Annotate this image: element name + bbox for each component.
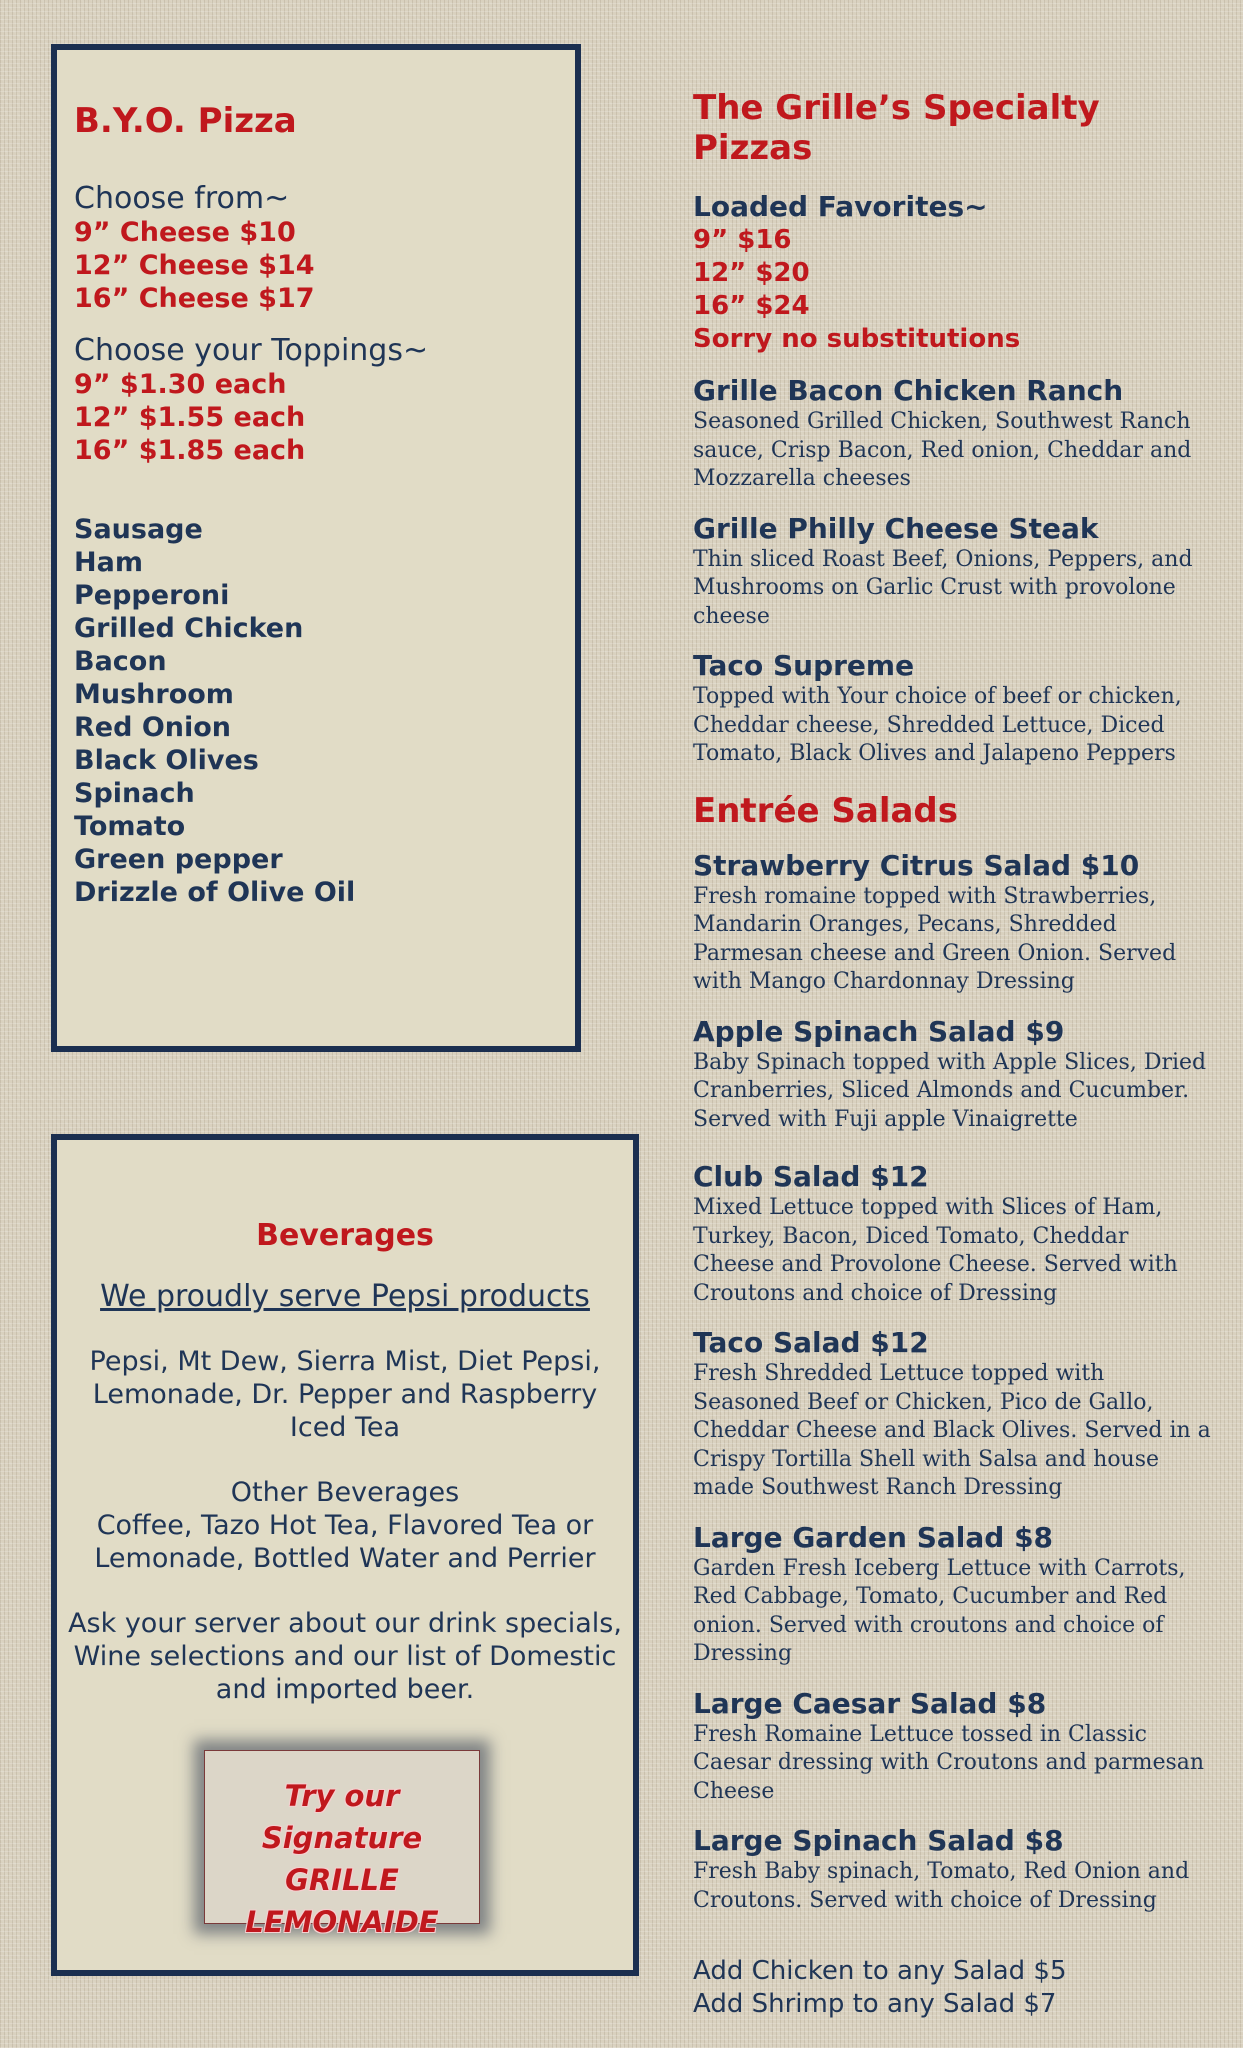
byo-title: B.Y.O. Pizza [74, 101, 297, 141]
beverages-title: Beverages [256, 1218, 434, 1253]
salad-description: Mixed Lettuce topped with Slices of Ham, Turkey, Bacon, Diced Tomato, Cheddar Cheese and Provolone Cheese. Served with Croutons and choice of Dressing [693, 1195, 1178, 1306]
salad-name: Club Salad $12 [693, 1160, 929, 1193]
beverages-content [67, 1280, 623, 1738]
topping-item: Bacon [74, 646, 167, 678]
signature-lemonade-promo [204, 1750, 480, 1939]
salad-description: Fresh Shredded Lettuce topped with Seasoned Beef or Chicken, Pico de Gallo, Cheddar Cheese and Black Olives. Served in a Crispy Tortilla Shell with Salsa and house made Southwest Ranch Dressing [693, 1361, 1211, 1500]
topping-item: Drizzle of Olive Oil [74, 877, 356, 909]
topping-item: Tomato [74, 811, 186, 843]
loaded-favorites-heading: Loaded Favorites~ [693, 190, 988, 223]
topping-item: Spinach [74, 778, 195, 810]
topping-item: Ham [74, 547, 143, 579]
salad-name: Strawberry Citrus Salad $10 [693, 848, 1140, 882]
salad-description: Baby Spinach topped with Apple Slices, Dried Cranberries, Sliced Almonds and Cucumber. Served with Fuji apple Vinaigrette [693, 1049, 1207, 1132]
topping-item: Mushroom [74, 679, 234, 711]
topping-item: Green pepper [74, 844, 283, 876]
salad-description: Fresh Baby spinach, Tomato, Red Onion and Croutons. Served with choice of Dressing [693, 1859, 1190, 1913]
topping-item: Black Olives [74, 745, 259, 777]
choose-from-heading: Choose from~ [74, 181, 290, 217]
pizza-description: Topped with Your choice of beef or chicken, Cheddar cheese, Shredded Lettuce, Diced Tomato, Black Olives and Jalapeno Peppers [693, 684, 1182, 766]
size-price: 12” Cheese $14 [74, 250, 315, 282]
topping-price: 12” $1.55 each [74, 402, 306, 434]
signature-line: Try our Signature [261, 1779, 423, 1855]
pizza-name: Taco Supreme [693, 649, 915, 682]
signature-line: LEMONAIDE [245, 1905, 439, 1939]
salad-name: Large Spinach Salad $8 [693, 1824, 1064, 1857]
salad-addon: Add Chicken to any Salad $5 [693, 1956, 1067, 1986]
salad-name: Large Garden Salad $8 [693, 1520, 1054, 1554]
topping-item: Pepperoni [74, 580, 230, 612]
salad-description: Garden Fresh Iceberg Lettuce with Carrots, Red Cabbage, Tomato, Cucumber and Red onion. Served with croutons and choice of Dressing [693, 1555, 1186, 1666]
salad-description: Fresh Romaine Lettuce tossed in Classic Caesar dressing with Croutons and parmesan Cheese [693, 1721, 1205, 1804]
signature-line: GRILLE [285, 1863, 399, 1897]
size-price: 9” Cheese $10 [74, 217, 296, 249]
other-beverages-heading: Other Beverages [230, 1477, 460, 1508]
pizza-name: Grille Bacon Chicken Ranch [693, 374, 1124, 407]
right-column [693, 88, 1213, 2021]
other-beverages-list: Coffee, Tazo Hot Tea, Flavored Tea or Lemonade, Bottled Water and Perrier [94, 1510, 596, 1574]
topping-price: 9” $1.30 each [74, 369, 287, 401]
topping-item: Grilled Chicken [74, 613, 304, 645]
beverages-panel [51, 1134, 639, 1976]
topping-item: Red Onion [74, 712, 232, 744]
topping-list [74, 513, 557, 909]
topping-item: Sausage [74, 514, 203, 546]
entree-salads-title: Entrée Salads [693, 790, 959, 831]
salad-name: Apple Spinach Salad $9 [693, 1014, 1065, 1048]
no-substitutions-note: Sorry no substitutions [693, 324, 1021, 354]
byo-pizza-panel [51, 44, 581, 1052]
loaded-price: 9” $16 [693, 225, 792, 255]
pizza-description: Seasoned Grilled Chicken, Southwest Ranch sauce, Crisp Bacon, Red onion, Cheddar and Mozzarella cheeses [693, 409, 1192, 491]
topping-price: 16” $1.85 each [74, 435, 306, 467]
loaded-price: 16” $24 [693, 291, 810, 321]
specialty-pizzas-title: The Grille’s Specialty Pizzas [693, 88, 1100, 168]
salad-description: Fresh romaine topped with Strawberries, Mandarin Oranges, Pecans, Shredded Parmesan cheese and Green Onion. Served with Mango Chardonnay Dressing [693, 883, 1177, 994]
pepsi-line: We proudly serve Pepsi products [100, 1279, 590, 1314]
pizza-description: Thin sliced Roast Beef, Onions, Peppers, and Mushrooms on Garlic Crust with provolone cheese [693, 546, 1193, 629]
salad-name: Large Caesar Salad $8 [693, 1686, 1047, 1720]
loaded-price: 12” $20 [693, 258, 810, 288]
soft-drinks-list: Pepsi, Mt Dew, Sierra Mist, Diet Pepsi, Lemonade, Dr. Pepper and Raspberry Iced Tea [89, 1346, 601, 1443]
size-price: 16” Cheese $17 [74, 283, 315, 315]
pizza-name: Grille Philly Cheese Steak [693, 511, 1099, 545]
toppings-heading: Choose your Toppings~ [74, 333, 429, 369]
ask-server-note: Ask your server about our drink specials, Wine selections and our list of Domestic and imported beer. [68, 1608, 622, 1705]
salad-name: Taco Salad $12 [693, 1326, 929, 1359]
salad-addon: Add Shrimp to any Salad $7 [693, 1989, 1057, 2019]
